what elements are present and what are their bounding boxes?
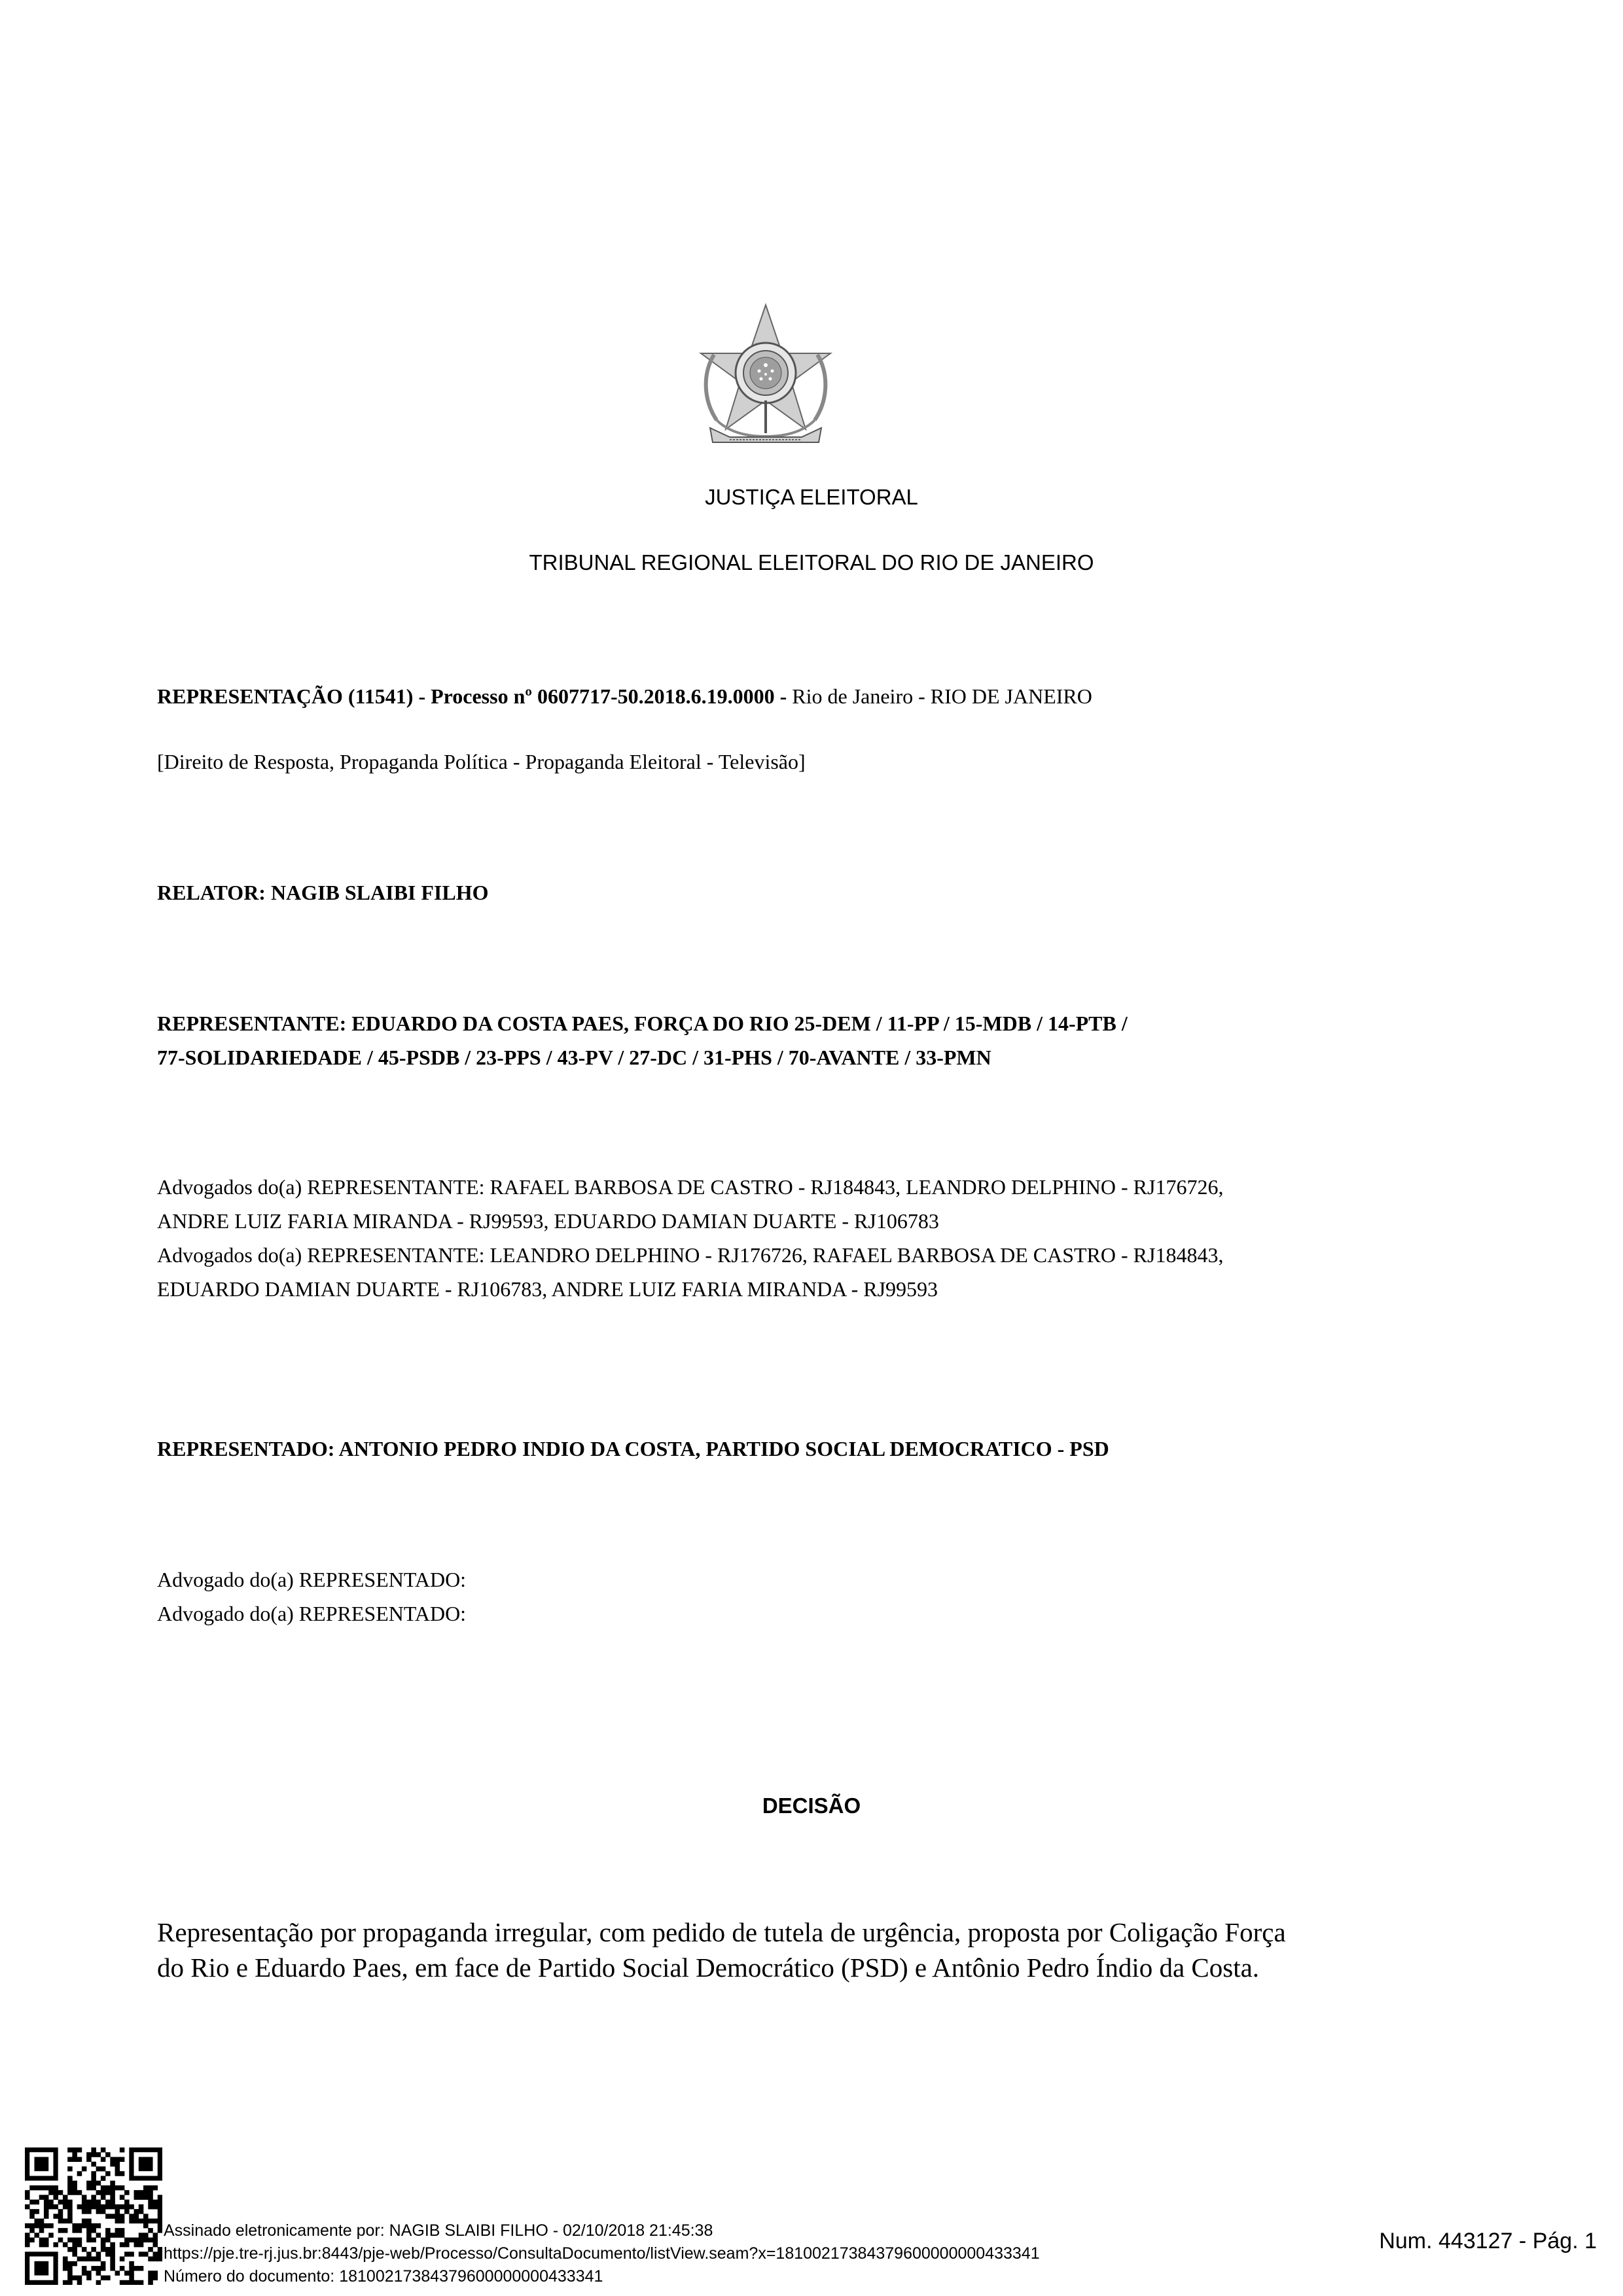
coat-of-arms-emblem [690, 302, 841, 451]
signature-footer [164, 2219, 1276, 2288]
case-title-bold: REPRESENTAÇÃO (11541) - Processo nº 0607717-50.2018.6.19.0000 - [157, 684, 787, 708]
advogados-representante-block [157, 1170, 1505, 1306]
court-name: JUSTIÇA ELEITORAL [705, 485, 918, 509]
decision-paragraph [157, 1915, 1531, 1985]
advogados-line: Advogados do(a) REPRESENTANTE: RAFAEL BARBOSA DE CASTRO - RJ184843, LEANDRO DELPHINO - RJ176726, [157, 1175, 1224, 1199]
case-title-location: Rio de Janeiro - RIO DE JANEIRO [787, 684, 1092, 708]
advogado-representado-line: Advogado do(a) REPRESENTADO: [157, 1568, 467, 1591]
relator: RELATOR: NAGIB SLAIBI FILHO [157, 881, 489, 904]
advogados-line: EDUARDO DAMIAN DUARTE - RJ106783, ANDRE LUIZ FARIA MIRANDA - RJ99593 [157, 1277, 938, 1301]
qr-code-icon [25, 2147, 162, 2285]
advogados-line: ANDRE LUIZ FARIA MIRANDA - RJ99593, EDUARDO DAMIAN DUARTE - RJ106783 [157, 1209, 939, 1233]
decision-line: Representação por propaganda irregular, com pedido de tutela de urgência, proposta por Coligação Força [157, 1917, 1286, 1947]
decision-line: do Rio e Eduardo Paes, em face de Partido Social Democrático (PSD) e Antônio Pedro Índio da Costa. [157, 1952, 1260, 1983]
case-subject: [Direito de Resposta, Propaganda Política - Propaganda Eleitoral - Televisão] [157, 750, 806, 773]
tribunal-name: TRIBUNAL REGIONAL ELEITORAL DO RIO DE JANEIRO [529, 550, 1094, 574]
representante-block [157, 1006, 1505, 1074]
document-url[interactable]: https://pje.tre-rj.jus.br:8443/pje-web/Processo/ConsultaDocumento/listView.seam?x=18100217384379600000000433341 [164, 2244, 1040, 2263]
advogado-representado-line: Advogado do(a) REPRESENTADO: [157, 1602, 467, 1625]
qr-code [25, 2147, 162, 2285]
signed-by: Assinado eletronicamente por: NAGIB SLAIBI FILHO - 02/10/2018 21:45:38 [164, 2221, 713, 2240]
representado: REPRESENTADO: ANTONIO PEDRO INDIO DA COSTA, PARTIDO SOCIAL DEMOCRATICO - PSD [157, 1437, 1109, 1460]
representante-line: 77-SOLIDARIEDADE / 45-PSDB / 23-PPS / 43-PV / 27-DC / 31-PHS / 70-AVANTE / 33-PMN [157, 1046, 991, 1069]
document-number: Número do documento: 18100217384379600000000433341 [164, 2267, 603, 2286]
decision-heading: DECISÃO [762, 1793, 861, 1818]
representante-line: REPRESENTANTE: EDUARDO DA COSTA PAES, FORÇA DO RIO 25-DEM / 11-PP / 15-MDB / 14-PTB / [157, 1012, 1128, 1035]
advogados-representado-block [157, 1563, 1505, 1631]
page-number: Num. 443127 - Pág. 1 [1379, 2229, 1597, 2253]
brazil-coat-of-arms-icon [690, 302, 841, 451]
advogados-line: Advogados do(a) REPRESENTANTE: LEANDRO DELPHINO - RJ176726, RAFAEL BARBOSA DE CASTRO - RJ184843, [157, 1243, 1224, 1267]
case-title [157, 679, 1505, 713]
